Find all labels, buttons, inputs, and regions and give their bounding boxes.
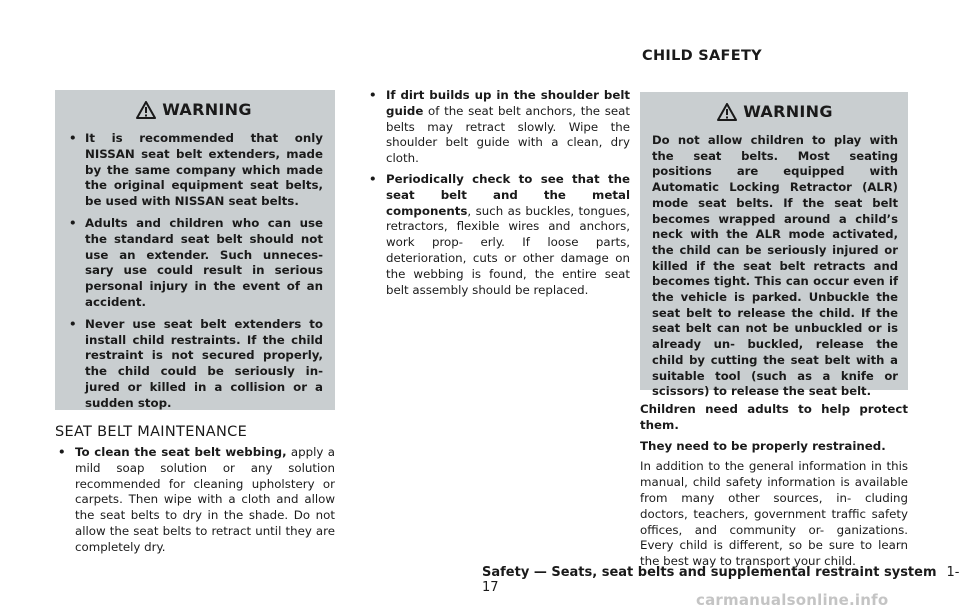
maintenance-item — [366, 88, 630, 167]
right-warning-title: WARNING — [743, 102, 833, 121]
bullet-dot: • — [369, 88, 377, 102]
maintenance-item — [55, 445, 335, 556]
bullet-dot: • — [69, 131, 77, 145]
page-number: 1-17 — [482, 565, 960, 595]
child-safety-paragraph: In addition to the general information in this manual, child safety information is available from many other sources, in- cluding doctors, teachers, government traffic safety offices, and community or- ganizations. Every child is different, so be sure to learn the best way to transport your child. — [640, 459, 908, 569]
left-warning-title: WARNING — [162, 100, 252, 119]
maintenance-item-lead: If dirt builds up in the shoulder belt guide — [386, 88, 630, 118]
left-warning-item — [65, 317, 323, 412]
left-warning-item — [65, 216, 323, 311]
bullet-dot: • — [69, 316, 77, 331]
maintenance-item-lead: To clean the seat belt webbing, — [75, 445, 287, 459]
child-safety-text — [640, 402, 908, 570]
left-warning-item-text: It is recommended that only NISSAN seat belt extenders, made by the same company which made the original equipment seat belts, be used with NISSAN seat belts. — [85, 131, 323, 209]
left-warning-item-text: Never use seat belt extenders to install child restraints. If the child restraint is not secured properly, the child could be seriously in- jured or killed in a collision or a sudden stop. — [85, 316, 323, 410]
bullet-dot: • — [69, 215, 77, 230]
footer-section-title: Safety — Seats, seat belts and supplemental restraint system — [482, 565, 937, 580]
left-column — [55, 90, 335, 560]
child-safety-bold-1: Children need adults to help protect them. — [640, 402, 908, 432]
child-safety-bold-2: They need to be properly restrained. — [640, 438, 886, 453]
left-warning-box — [55, 90, 335, 410]
maintenance-item-text: of the seat belt anchors, the seat belts may retract slowly. Wipe the shoulder belt guide with a clean, dry cloth. — [386, 103, 630, 166]
maintenance-item-text: apply a mild soap solution or any solution recommended for cleaning upholstery or carpets. Then wipe with a cloth and allow the seat belts to dry in the shade. Do not allow the seat belts to retract until they are completely dry. — [75, 445, 335, 554]
left-warning-item — [65, 131, 323, 210]
right-column — [640, 92, 908, 575]
maintenance-heading: SEAT BELT MAINTENANCE — [55, 424, 248, 440]
left-warning-item-text: Adults and children who can use the standard seat belt should not use an extender. Such unneces- sary use could result in serious personal injury in the event of an accident. — [85, 215, 323, 309]
bullet-dot: • — [58, 445, 66, 459]
maintenance-item-lead: Periodically check to see that the seat belt and the metal components — [386, 171, 630, 218]
right-warning-box — [640, 92, 908, 399]
warning-triangle-icon — [717, 103, 737, 121]
left-warning-header — [65, 100, 323, 119]
middle-column — [366, 88, 630, 302]
maintenance-item — [366, 172, 630, 298]
maintenance-item-text: , such as buckles, tongues, retractors, flexible wires and anchors, work prop- erly. If loose parts, deterioration, cuts or other damage on the webbing is found, the entire seat belt assembly should be replaced. — [386, 203, 630, 297]
chapter-title: CHILD SAFETY — [642, 48, 762, 64]
watermark: carmanualsonline.info — [696, 591, 889, 609]
right-warning-header — [652, 102, 898, 121]
right-warning-text: Do not allow children to play with the seat belts. Most seating positions are equipped with Automatic Locking Retractor (ALR) mode seat belts. If the seat belt becomes wrapped around a child’s neck with the ALR mode activated, the child can be seriously injured or killed if the seat belt retracts and becomes tight. This can occur even if the vehicle is parked. Unbuckle the seat belt to release the child. If the seat belt can not be unbuckled or is already un- buckled, release the child by cutting the seat belt with a suitable tool (such as a knife or scissors) to release the seat belt. — [652, 133, 898, 399]
warning-triangle-icon — [136, 101, 156, 119]
bullet-dot: • — [369, 171, 377, 186]
